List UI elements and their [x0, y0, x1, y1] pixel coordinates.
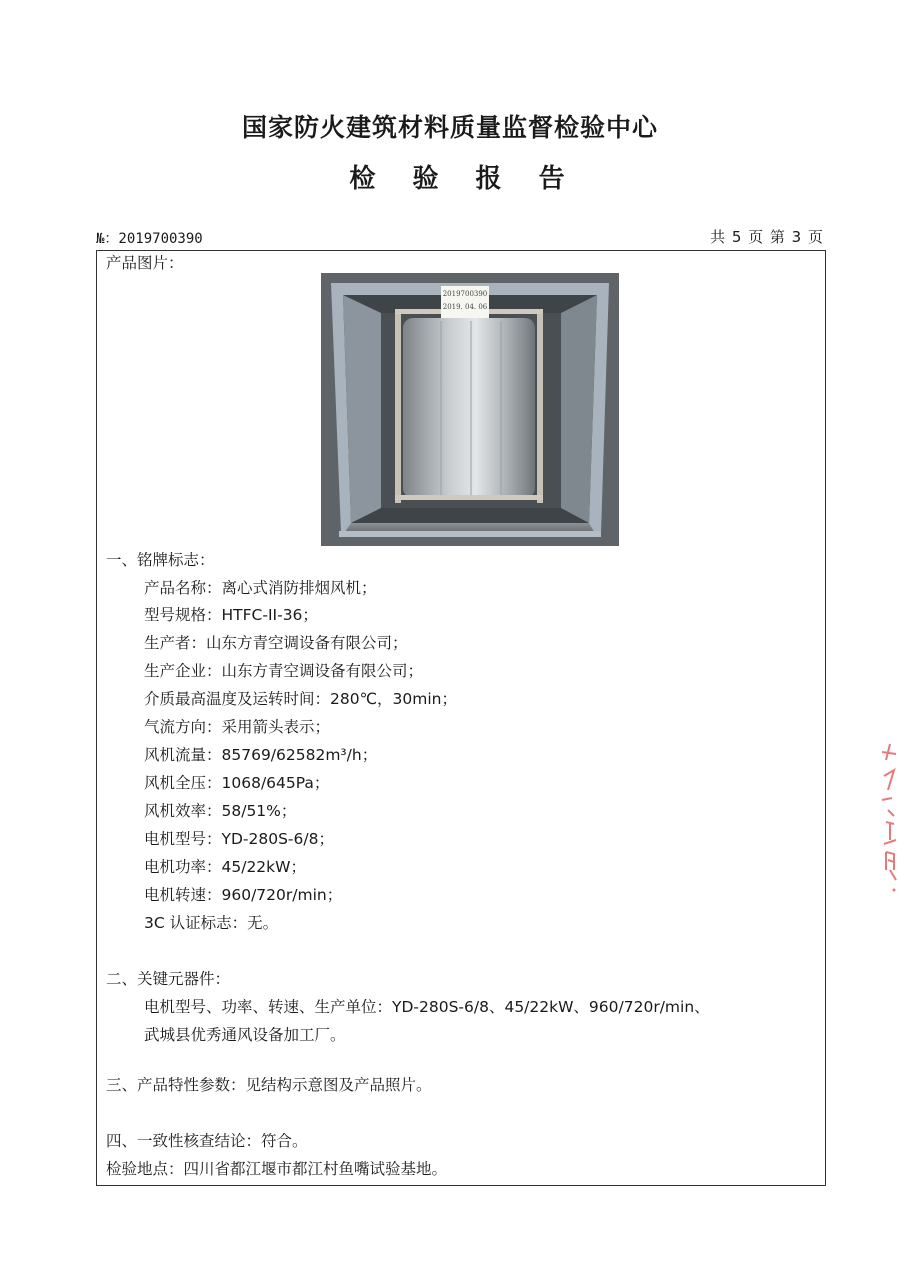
nameplate-item: 电机型号：YD-280S-6/8；: [144, 830, 334, 848]
page-info: 共 5 页 第 3 页: [710, 228, 824, 246]
nameplate-item: 电机功率：45/22kW；: [144, 858, 306, 876]
nameplate-item: 生产者：山东方青空调设备有限公司；: [144, 634, 408, 652]
nameplate-item: 风机流量：85769/62582m³/h；: [144, 746, 378, 764]
nameplate-item: 产品名称：离心式消防排烟风机；: [144, 579, 377, 597]
nameplate-item: 气流方向：采用箭头表示；: [144, 718, 331, 736]
document-number: №：2019700390: [96, 231, 203, 247]
photo-sample-tag: [441, 286, 489, 318]
sample-tag-number: 2019700390: [442, 290, 488, 298]
nameplate-item: 3C 认证标志：无。: [144, 914, 279, 932]
key-components-line: 电机型号、功率、转速、生产单位：YD-280S-6/8、45/22kW、960/720r/min、: [144, 998, 710, 1016]
nameplate-item: 电机转速：960/720r/min；: [144, 886, 343, 904]
section-nameplate-title: 一、铭牌标志：: [106, 551, 215, 569]
nameplate-item: 生产企业：山东方青空调设备有限公司；: [144, 662, 424, 680]
section-key-components-title: 二、关键元器件：: [106, 970, 231, 988]
nameplate-item: 介质最高温度及运转时间：280℃，30min；: [144, 690, 457, 708]
nameplate-item: 型号规格：HTFC-II-36；: [144, 606, 318, 624]
product-photo: [321, 273, 619, 546]
section-conformity: 四、一致性核查结论：符合。: [106, 1132, 308, 1150]
nameplate-item: 风机全压：1068/645Pa；: [144, 774, 330, 792]
key-components-line: 武城县优秀通风设备加工厂。: [144, 1026, 346, 1044]
photo-caption: 产品图片：: [106, 254, 184, 272]
red-stamp-fragment: [878, 740, 900, 900]
sample-tag-date: 2019. 04. 06: [442, 303, 488, 311]
test-site: 检验地点：四川省都江堰市都江村鱼嘴试验基地。: [106, 1160, 448, 1178]
section-characteristics: 三、产品特性参数：见结构示意图及产品照片。: [106, 1076, 432, 1094]
nameplate-item: 风机效率：58/51%；: [144, 802, 297, 820]
report-title: 检 验 报 告: [349, 164, 579, 194]
organization-title: 国家防火建筑材料质量监督检验中心: [241, 113, 658, 142]
